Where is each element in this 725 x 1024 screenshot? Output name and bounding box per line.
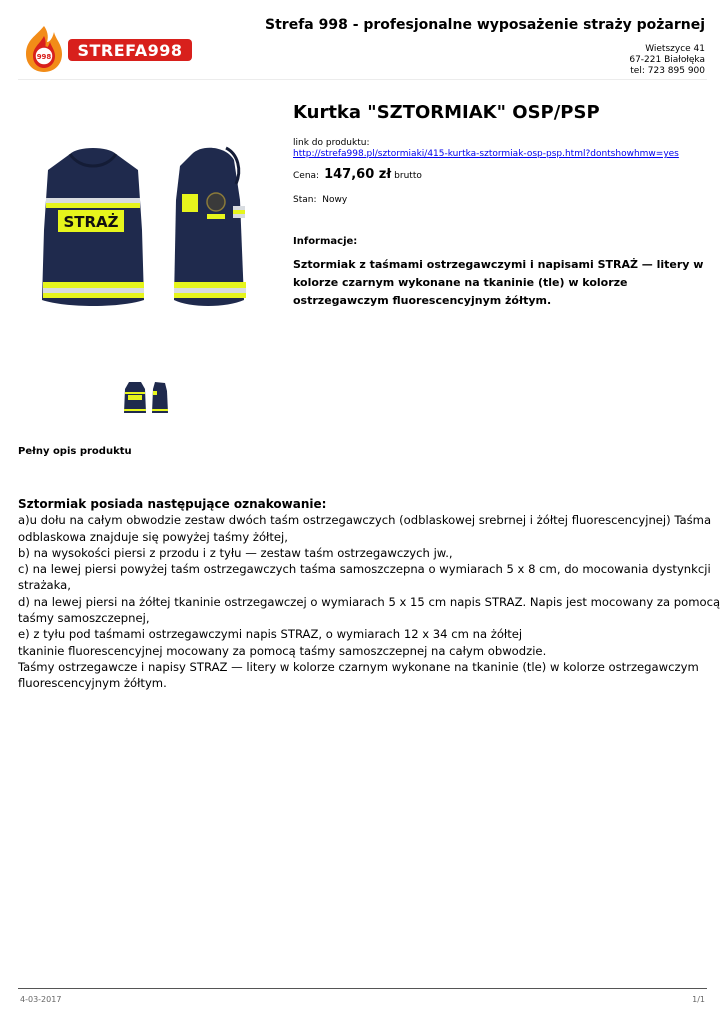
description-line: odblaskowa znajduje się powyżej taśmy żółtej, xyxy=(18,529,288,544)
price-value: 147,60 zł xyxy=(324,167,392,182)
address-phone: tel: 723 895 900 xyxy=(630,66,705,76)
company-address xyxy=(629,44,705,77)
short-description: Sztormiak z taśmami ostrzegawczymi i napisami STRAŻ — litery w kolorze czarnym wykonane na tkaninie (tle) w kolorze ostrzegawczym fluorescencyjnym żółtym. xyxy=(293,258,704,307)
print-date: 4-03-2017 xyxy=(20,995,62,1004)
description-line: taśmy samoszczepnej, xyxy=(18,611,150,626)
price-label: Cena: xyxy=(293,171,320,181)
condition-value: Nowy xyxy=(322,195,348,205)
page-number: 1/1 xyxy=(692,995,705,1004)
full-description xyxy=(18,496,721,692)
condition-label: Stan: xyxy=(293,195,317,205)
svg-text:STRAŻ: STRAŻ xyxy=(63,213,119,231)
product-link-label: link do produktu: xyxy=(293,138,370,148)
price-row xyxy=(293,167,422,182)
info-label: Informacje: xyxy=(293,236,358,247)
product-thumbnail[interactable] xyxy=(121,379,171,416)
description-line: a)u dołu na całym obwodzie zestaw dwóch taśm ostrzegawczych (odblaskowej srebrnej i żółtej fluorescencyjnej) Taśma xyxy=(18,513,712,528)
description-line: Taśmy ostrzegawcze i napisy STRAZ — litery w kolorze czarnym wykonane na tkaninie (tle) w kolorze ostrzegawczym xyxy=(18,659,699,674)
footer-divider xyxy=(18,988,707,989)
description-line: strażaka, xyxy=(18,578,71,593)
description-line: c) na lewej piersi powyżej taśm ostrzegawczych taśma samoszczepna o wymiarach 5 x 8 cm, do mocowania dystynkcji xyxy=(18,562,711,577)
jacket-side-view xyxy=(174,148,246,306)
header-divider xyxy=(18,79,707,80)
condition-row xyxy=(293,195,347,205)
svg-text:998: 998 xyxy=(36,53,52,61)
site-title: Strefa 998 - profesjonalne wyposażenie straży pożarnej xyxy=(265,17,705,33)
address-city: 67-221 Białołęka xyxy=(629,55,705,65)
description-line: d) na lewej piersi na żółtej tkaninie ostrzegawczej o wymiarach 5 x 15 cm napis STRAZ. Napis jest mocowany za pomocą xyxy=(18,594,721,609)
svg-text:STREFA998: STREFA998 xyxy=(77,41,183,60)
description-line: fluorescencyjnym żółtym. xyxy=(18,676,167,691)
jacket-back-view xyxy=(42,148,144,306)
full-description-label: Pełny opis produktu xyxy=(18,446,132,457)
product-link[interactable]: http://strefa998.pl/sztormiaki/415-kurtka-sztormiak-osp-psp.html?dontshowhmw=yes xyxy=(293,149,679,159)
product-main-image[interactable] xyxy=(30,140,260,320)
address-street: Wietszyce 41 xyxy=(645,44,705,54)
strefa998-logo[interactable] xyxy=(16,22,196,74)
description-line: tkaninie fluorescencyjnej mocowany za pomocą taśmy samoszczepnej na całym obwodzie. xyxy=(18,643,547,658)
description-heading: Sztormiak posiada następujące oznakowanie: xyxy=(18,497,327,511)
price-suffix: brutto xyxy=(394,171,422,181)
description-line: e) z tyłu pod taśmami ostrzegawczymi napis STRAZ, o wymiarach 12 x 34 cm na żółtej xyxy=(18,627,523,642)
product-title: Kurtka "SZTORMIAK" OSP/PSP xyxy=(293,102,600,123)
description-line: b) na wysokości piersi z przodu i z tyłu — zestaw taśm ostrzegawczych jw., xyxy=(18,545,453,560)
